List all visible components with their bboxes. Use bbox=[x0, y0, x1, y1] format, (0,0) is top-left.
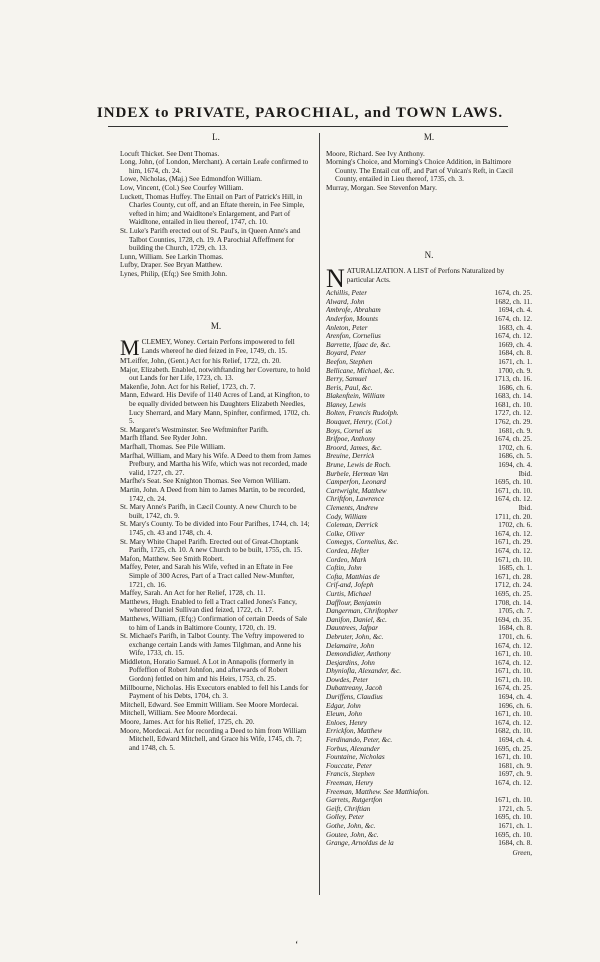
person-name: Barrette, Ifaac de, &c. bbox=[326, 340, 391, 349]
person-name: Dauntrees, Jafpar bbox=[326, 624, 379, 633]
act-reference: 1671, ch. 29. bbox=[494, 538, 532, 547]
person-name: Beefon, Stephen bbox=[326, 357, 373, 366]
index-entry: Marfhall, Thomas. See Pile William. bbox=[120, 443, 226, 452]
naturalization-row bbox=[326, 538, 532, 547]
act-reference: 1674, ch. 12. bbox=[494, 658, 532, 667]
person-name: Burbele, Herman Van bbox=[326, 469, 389, 478]
naturalization-row bbox=[326, 349, 532, 358]
person-name: Bellicane, Michael, &c. bbox=[326, 366, 395, 375]
person-name: Boys, Cornel us bbox=[326, 426, 372, 435]
index-entry: Mann, Edward. His Devife of 1140 Acres of Land, at Kingfton, to be equally divided between his Daughters Elizabeth Needles, Lucy Sherrard, and Mary Mann, Spinfter, confirmed, 1702, ch. 5. bbox=[120, 391, 310, 426]
index-entry: Moore, James. Act for his Relief, 1725, ch. 20. bbox=[120, 718, 255, 727]
act-reference: 1712, ch. 24. bbox=[494, 581, 532, 590]
naturalization-row bbox=[326, 590, 532, 599]
index-entry: Lufby, Draper. See Bryan Matthew. bbox=[120, 261, 223, 270]
person-name: Arenfon, Cornelius bbox=[326, 332, 381, 341]
index-entry: Lunn, William. See Larkin Thomas. bbox=[120, 252, 224, 261]
person-name: Duriffens, Claudius bbox=[326, 693, 383, 702]
naturalization-row bbox=[326, 642, 532, 651]
person-name: Breuine, Derrick bbox=[326, 452, 375, 461]
act-reference: 1694, ch. 4. bbox=[498, 693, 532, 702]
person-name: Alward, John bbox=[326, 297, 365, 306]
naturalization-row bbox=[326, 599, 532, 608]
act-reference: 1695, ch. 25. bbox=[494, 744, 532, 753]
index-entry: Matthews, Hugh. Enabled to fell a Tract called Jones's Fancy, whereof Daniel Sullivan died feized, 1722, ch. 17. bbox=[120, 597, 297, 615]
index-entry: Makenfie, John. Act for his Relief, 1723, ch. 7. bbox=[120, 382, 256, 391]
index-entry: Luckett, Thomas Huffey. The Entail on Part of Patrick's Hill, in Charles County, cut off, and an Eftate therein, in Fee Simple, vefted in him; and Waidltone's Enlargement, and Part of Waidltone, entailed in lieu thereof, 1747, ch. 10. bbox=[120, 192, 305, 227]
naturalization-row bbox=[326, 770, 532, 779]
naturalization-row bbox=[326, 659, 532, 668]
person-name: Garrets, Rutgertfon bbox=[326, 796, 383, 805]
index-entry: Maffey, Sarah. An Act for her Relief, 1728, ch. 11. bbox=[120, 589, 266, 598]
act-reference: 1674, ch. 12. bbox=[494, 332, 532, 341]
act-reference: 1727, ch. 12. bbox=[494, 409, 532, 418]
person-name: Cordea, Hefter bbox=[326, 546, 370, 555]
letter-heading-n: N. bbox=[424, 249, 434, 260]
person-name: Golley, Peter bbox=[326, 813, 364, 822]
person-name: Chriftfon, Lawrence bbox=[326, 495, 385, 504]
naturalization-row bbox=[326, 745, 532, 754]
act-reference: 1695, ch. 10. bbox=[494, 830, 532, 839]
entries-m bbox=[120, 357, 312, 752]
person-name: Blakenftein, William bbox=[326, 392, 385, 401]
person-name: Cody, William bbox=[326, 512, 367, 521]
act-reference: 1695, ch. 25. bbox=[494, 589, 532, 598]
naturalization-row bbox=[326, 573, 532, 582]
person-name: Curtis, Michael bbox=[326, 589, 372, 598]
act-reference: 1674, ch. 12. bbox=[494, 546, 532, 555]
index-entry: St. Michael's Parifh, in Talbot County. The Veftry impowered to exchange certain Lands with James Tilghman, and Anne his Wife, 1733, ch. 15. bbox=[120, 632, 304, 658]
index-entry: St. Mary Anne's Parifh, in Cæcil County. A new Church to be built, 1742, ch. 9. bbox=[120, 503, 297, 520]
act-reference: 1686, ch. 6. bbox=[498, 383, 532, 392]
naturalization-row bbox=[326, 564, 532, 573]
person-name: Cartwright, Matthew bbox=[326, 486, 387, 495]
index-entry: Long, John, (of London, Merchant). A certain Leafe confirmed to him, 1674, ch. 24. bbox=[120, 158, 309, 175]
naturalization-row bbox=[326, 298, 532, 307]
act-reference: 1762, ch. 29. bbox=[494, 418, 532, 427]
person-name: Brune, Lewis de Roch. bbox=[326, 461, 391, 470]
naturalization-row bbox=[326, 719, 532, 728]
person-name: Blaney, Lewis bbox=[326, 400, 366, 409]
drop-cap-n: N bbox=[326, 264, 345, 294]
act-reference: 1700, ch. 9. bbox=[498, 366, 532, 375]
naturalization-row bbox=[326, 727, 532, 736]
naturalization-row bbox=[326, 556, 532, 565]
person-name: Enloes, Henry bbox=[326, 718, 368, 727]
person-name: Freeman, Matthew. See Matthiafon. bbox=[326, 787, 429, 796]
act-reference: 1674, ch. 12. bbox=[494, 495, 532, 504]
naturalization-row bbox=[326, 805, 532, 814]
person-name: Achillis, Peter bbox=[326, 289, 368, 298]
act-reference: 1684, ch. 8. bbox=[498, 349, 532, 358]
act-reference: 1683, ch. 14. bbox=[494, 392, 532, 401]
act-reference: 1674, ch. 25. bbox=[494, 289, 532, 298]
act-reference: 1721, ch. 5. bbox=[498, 804, 532, 813]
act-reference: 1682, ch. 11. bbox=[494, 297, 532, 306]
act-reference: 1685, ch. 1. bbox=[498, 564, 532, 573]
naturalization-row bbox=[326, 667, 532, 676]
act-reference: Ibid. bbox=[518, 504, 532, 512]
naturalization-row bbox=[326, 839, 532, 848]
person-name: Fouccate, Peter bbox=[326, 761, 372, 770]
person-name: Edgar, John bbox=[326, 701, 361, 710]
naturalization-row bbox=[326, 392, 532, 401]
act-reference: 1671, ch. 10. bbox=[494, 555, 532, 564]
person-name: Francis, Stephen bbox=[326, 770, 375, 779]
naturalization-row bbox=[326, 341, 532, 350]
act-reference: 1682, ch. 10. bbox=[494, 727, 532, 736]
person-name: Freeman, Henry bbox=[326, 779, 374, 787]
naturalization-row bbox=[326, 753, 532, 762]
naturalization-row bbox=[326, 452, 532, 461]
person-name: Bouquet, Henry, (Col.) bbox=[326, 418, 392, 427]
naturalization-row bbox=[326, 315, 532, 324]
person-name: Cordeo, Mark bbox=[326, 555, 367, 564]
naturalization-row bbox=[326, 444, 532, 453]
naturalization-row bbox=[326, 831, 532, 840]
naturalization-row bbox=[326, 401, 532, 410]
letter-heading-m-cont: M. bbox=[423, 132, 435, 142]
entries-l bbox=[120, 150, 312, 279]
act-reference: 1708, ch. 14. bbox=[494, 598, 532, 607]
naturalization-row bbox=[326, 788, 532, 797]
act-reference: 1701, ch. 6. bbox=[498, 632, 532, 641]
act-reference: 1671, ch. 10. bbox=[494, 796, 532, 805]
naturalization-row bbox=[326, 822, 532, 831]
act-reference: 1713, ch. 16. bbox=[494, 375, 532, 384]
act-reference: 1671, ch. 10. bbox=[494, 675, 532, 684]
index-entry: Major, Elizabeth. Enabled, notwithftanding her Coverture, to hold out Lands for her Life, 1723, ch. 13. bbox=[120, 365, 310, 383]
act-reference: 1671, ch. 10. bbox=[494, 486, 532, 495]
naturalization-row bbox=[326, 616, 532, 625]
naturalization-row bbox=[326, 495, 532, 504]
naturalization-row bbox=[326, 547, 532, 556]
index-entry: Mafon, Matthew. See Smith Robert. bbox=[120, 554, 224, 563]
naturalization-row bbox=[326, 461, 532, 470]
act-reference: 1696, ch. 6. bbox=[498, 701, 532, 710]
naturalization-row bbox=[326, 762, 532, 771]
naturalization-heading: N ATURALIZATION. A LIST of Perfons Naturalized by particular Acts. bbox=[326, 264, 505, 294]
act-reference: 1674, ch. 25. bbox=[494, 684, 532, 693]
act-reference: 1674, ch. 25. bbox=[494, 435, 532, 444]
index-entry: Marfhe's Seat. See Knighton Thomas. See Vernon William. bbox=[120, 477, 291, 486]
index-entry: Matthews, William, (Efq;) Confirmation of certain Deeds of Sale to him of Lands in Baltimore County, 1720, ch. 19. bbox=[120, 614, 308, 632]
naturalization-row bbox=[326, 418, 532, 427]
index-entry: Mitchell, Edward. See Emmitt William. See Moore Mordecai. bbox=[120, 700, 299, 709]
person-name: Crif-and, Jofeph bbox=[326, 581, 374, 590]
person-name: Ambrofe, Abraham bbox=[326, 306, 381, 315]
person-name: Desjardins, John bbox=[326, 658, 375, 667]
naturalization-row bbox=[326, 409, 532, 418]
naturalization-row bbox=[326, 796, 532, 805]
person-name: Comegys, Cornelius, &c. bbox=[326, 538, 399, 547]
act-reference: 1684, ch. 8. bbox=[498, 624, 532, 633]
first-entry-text: CLEMEY, Woney. Certain Perfons impowered to fell Lands whereof he died feized in Fee, 1749, ch. 15. bbox=[141, 338, 295, 355]
person-name: Eleum, John bbox=[326, 710, 362, 719]
drop-cap-m: M bbox=[120, 335, 140, 361]
act-reference: 1671, ch. 1. bbox=[498, 821, 532, 830]
act-reference: 1695, ch. 10. bbox=[494, 478, 532, 487]
person-name: Grange, Arnoldus de la bbox=[326, 839, 394, 848]
person-name: Goutee, John, &c. bbox=[326, 830, 379, 839]
naturalization-row bbox=[326, 478, 532, 487]
person-name: Cofta, Matthias de bbox=[326, 572, 380, 581]
title-rule bbox=[108, 126, 508, 127]
person-name: Dhyniofla, Alexander, &c. bbox=[326, 667, 402, 676]
index-entry: Lynes, Philip, (Efq;) See Smith John. bbox=[120, 269, 228, 278]
naturalization-row bbox=[326, 427, 532, 436]
naturalization-row bbox=[326, 332, 532, 341]
naturalization-row bbox=[326, 487, 532, 496]
person-name: Fountaine, Nicholas bbox=[326, 753, 385, 762]
act-reference: 1694, ch. 4. bbox=[498, 736, 532, 745]
person-name: Coftin, John bbox=[326, 564, 362, 573]
first-entry-m bbox=[120, 335, 312, 361]
person-name: Berry, Samuel bbox=[326, 375, 367, 384]
index-entry: Middleton, Horatio Samuel. A Lot in Annapolis (formerly in Poffeffion of Robert Johnfon, and afterwards of Robert Gordon) fettled on him and his Heirs, 1753, ch. 25. bbox=[120, 657, 294, 684]
act-reference: 1681, ch. 9. bbox=[498, 761, 532, 770]
act-reference: 1711, ch. 20. bbox=[494, 512, 532, 521]
naturalization-row bbox=[326, 607, 532, 616]
naturalization-row bbox=[326, 710, 532, 719]
act-reference: 1697, ch. 9. bbox=[498, 770, 532, 779]
act-reference: 1671, ch. 28. bbox=[494, 572, 532, 581]
act-reference: 1686, ch. 5. bbox=[498, 452, 532, 461]
index-entry: M'Leiffer, John, (Gent.) Act for his Relief, 1722, ch. 20. bbox=[120, 357, 281, 366]
naturalization-row bbox=[326, 289, 532, 298]
naturalization-row bbox=[326, 581, 532, 590]
person-name: Dubattreany, Jacob bbox=[326, 684, 383, 693]
naturalization-row bbox=[326, 435, 532, 444]
naturalization-row bbox=[326, 530, 532, 539]
left-column bbox=[120, 130, 312, 752]
naturalization-row bbox=[326, 779, 532, 788]
act-reference: 1671, ch. 10. bbox=[494, 667, 532, 676]
person-name: Danifon, Daniel, &c. bbox=[326, 615, 387, 624]
act-reference: 1694, ch. 4. bbox=[498, 461, 532, 470]
index-entry: St. Margaret's Westminster. See Weftminfter Parifh. bbox=[120, 425, 269, 434]
person-name: Colke, Oliver bbox=[326, 529, 365, 538]
naturalization-row bbox=[326, 813, 532, 822]
footer-mark: ʻ bbox=[295, 940, 299, 951]
person-name: Dangerman, Chriftopher bbox=[326, 607, 398, 616]
naturalization-row bbox=[326, 684, 532, 693]
index-entry: Morning's Choice, and Morning's Choice Addition, in Baltimore County. The Entail cut off, and Part of Vulcan's Reft, in Cæcil County, entailed in Lieu thereof, 1735, ch. 3. bbox=[326, 158, 514, 184]
person-name: Anderfon, Mounts bbox=[326, 314, 378, 323]
naturalization-row bbox=[326, 384, 532, 393]
act-reference: 1674, ch. 12. bbox=[494, 641, 532, 650]
index-entry: St. Mary White Chapel Parifh. Erected out of Great-Choptank Parifh, 1725, ch. 10. A new Church to be built, 1755, ch. 15. bbox=[120, 537, 303, 555]
person-name: Geift, Chriftian bbox=[326, 804, 371, 813]
page-title: INDEX to PRIVATE, PAROCHIAL, and TOWN LAWS. bbox=[96, 105, 504, 121]
act-reference: 1671, ch. 10. bbox=[494, 753, 532, 762]
act-reference: 1674, ch. 12. bbox=[494, 314, 532, 323]
index-entry: Mitchell, William. See Moore Mordecai. bbox=[120, 709, 238, 718]
naturalization-row bbox=[326, 324, 532, 333]
act-reference: 1702, ch. 6. bbox=[498, 521, 532, 530]
act-reference: Ibid. bbox=[518, 469, 532, 478]
catchword: Green, bbox=[512, 848, 532, 857]
index-entry: Locuft Thicket. See Dent Thomas. bbox=[120, 149, 220, 158]
act-reference: 1694, ch. 35. bbox=[494, 615, 532, 624]
person-name: Beris, Paul, &c. bbox=[326, 383, 373, 392]
act-reference: 1694, ch. 4. bbox=[498, 306, 532, 315]
naturalization-row bbox=[326, 650, 532, 659]
letter-heading-l: L. bbox=[212, 132, 220, 142]
letter-heading-m: M. bbox=[210, 320, 222, 331]
person-name: Forbus, Alexander bbox=[326, 744, 380, 753]
index-entry: Low, Vincent, (Col.) See Courfey William. bbox=[120, 183, 244, 192]
act-reference: 1681, ch. 9. bbox=[498, 426, 532, 435]
act-reference: 1695, ch. 10. bbox=[494, 813, 532, 822]
naturalization-row bbox=[326, 504, 532, 513]
act-reference: 1671, ch. 10. bbox=[494, 710, 532, 719]
index-entry: Millbourne, Nicholas. His Executors enabled to fell his Lands for Payment of his Debts, 1704, ch. 3. bbox=[120, 683, 309, 701]
person-name: Gothe, John, &c. bbox=[326, 821, 376, 830]
naturalization-row bbox=[326, 358, 532, 367]
person-name: Clements, Andrew bbox=[326, 504, 379, 512]
person-name: Bolten, Francis Rudolph. bbox=[326, 409, 399, 418]
naturalization-row bbox=[326, 736, 532, 745]
person-name: Anleton, Peter bbox=[326, 323, 368, 332]
act-reference: 1674, ch. 12. bbox=[494, 779, 532, 787]
index-entry: Lowe, Nicholas, (Maj.) See Edmondfon William. bbox=[120, 175, 262, 184]
act-reference: 1669, ch. 4. bbox=[498, 340, 532, 349]
entries-m-cont bbox=[326, 150, 532, 193]
naturalization-row bbox=[326, 367, 532, 376]
naturalization-row bbox=[326, 693, 532, 702]
person-name: Coleman, Derrick bbox=[326, 521, 378, 530]
index-entry: St. Luke's Parifh erected out of St. Paul's, in Queen Anne's and Talbot Counties, 1728, ch. 19. A Parochial Affeffment for building the Church, 1729, ch. 13. bbox=[120, 226, 301, 253]
right-column bbox=[326, 130, 532, 857]
act-reference: 1671, ch. 1. bbox=[498, 357, 532, 366]
index-entry: Marfh Ifland. See Ryder John. bbox=[120, 434, 208, 443]
act-reference: 1683, ch. 4. bbox=[498, 323, 532, 332]
person-name: Demondidier, Anthony bbox=[326, 650, 391, 659]
act-reference: 1674, ch. 12. bbox=[494, 529, 532, 538]
naturalization-row bbox=[326, 521, 532, 530]
person-name: Boyard, Peter bbox=[326, 349, 367, 358]
person-name: Camperfon, Leonard bbox=[326, 478, 387, 487]
act-reference: 1684, ch. 8. bbox=[498, 839, 532, 848]
person-name: Debruter, John, &c. bbox=[326, 632, 384, 641]
naturalization-row bbox=[326, 470, 532, 479]
person-name: Delamaire, John bbox=[326, 641, 375, 650]
act-reference: 1681, ch. 10. bbox=[494, 400, 532, 409]
naturalization-row bbox=[326, 513, 532, 522]
person-name: Errickfon, Matthew bbox=[326, 727, 383, 736]
person-name: Brifpoe, Anthony bbox=[326, 435, 375, 444]
index-entry: St. Mary's County. To be divided into Four Parifhes, 1744, ch. 14; 1745, ch. 43 and 1748, ch. 4. bbox=[120, 520, 310, 537]
naturalization-row bbox=[326, 633, 532, 642]
column-divider bbox=[319, 133, 320, 895]
naturalization-row bbox=[326, 702, 532, 711]
index-entry: Martin, John. A Deed from him to James Martin, to be recorded, 1742, ch. 24. bbox=[120, 486, 306, 503]
index-entry: Murray, Morgan. See Stevenfon Mary. bbox=[326, 183, 437, 192]
naturalization-row bbox=[326, 375, 532, 384]
index-entry: Marfhal, William, and Mary his Wife. A Deed to them from James Prefbury, and Martha his Wife, which was not recorded, made valid, 1727, ch. 27. bbox=[120, 451, 311, 477]
person-name: Dowdes, Peter bbox=[326, 675, 369, 684]
act-reference: 1702, ch. 6. bbox=[498, 443, 532, 452]
naturalization-row bbox=[326, 676, 532, 685]
act-reference: 1671, ch. 10. bbox=[494, 650, 532, 659]
person-name: Broord, James, &c. bbox=[326, 443, 382, 452]
naturalization-row bbox=[326, 306, 532, 315]
act-reference: 1674, ch. 12. bbox=[494, 718, 532, 727]
naturalization-list bbox=[326, 289, 532, 848]
naturalization-row bbox=[326, 624, 532, 633]
index-entry: Maffey, Peter, and Sarah his Wife, vefted in an Eftate in Fee Simple of 300 Acres, Part of a Tract called New-Munfter, 1721, ch. 16. bbox=[120, 563, 295, 589]
person-name: Ferdinando, Peter, &c. bbox=[326, 736, 393, 745]
act-reference: 1705, ch. 7. bbox=[498, 607, 532, 616]
index-entry: Moore, Richard. See Ivy Anthony. bbox=[326, 149, 425, 158]
person-name: Dafflour, Benjamin bbox=[326, 598, 382, 607]
index-entry: Moore, Mordecai. Act for recording a Deed to him from William Mitchell, Edward Mitchell, and Grace his Wife, 1745, ch. 7; and 1748, ch. 5. bbox=[120, 726, 307, 752]
